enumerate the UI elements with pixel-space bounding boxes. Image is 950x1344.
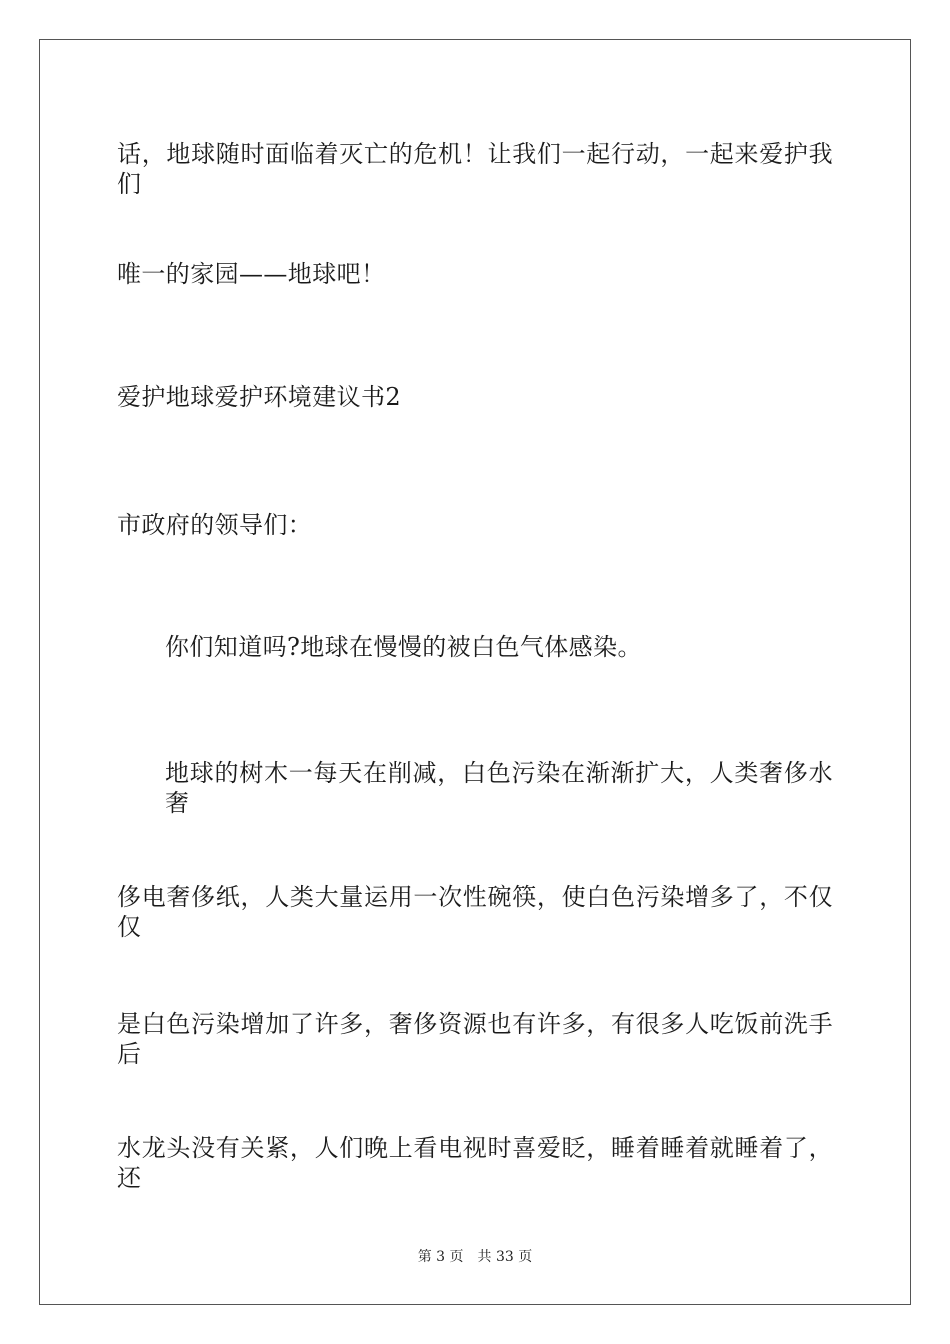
paragraph-2-line-3: 是白色污染增加了许多，奢侈资源也有许多，有很多人吃饭前洗手后	[117, 1010, 833, 1068]
salutation: 市政府的领导们：	[117, 511, 313, 539]
text-line-1: 话，地球随时面临着灭亡的危机！让我们一起行动，一起来爱护我们	[117, 140, 833, 198]
paragraph-2-line-2: 侈电奢侈纸，人类大量运用一次性碗筷，使白色污染增多了，不仅仅	[117, 883, 833, 941]
page-footer	[0, 1248, 950, 1266]
paragraph-1-line-1: 你们知道吗?地球在慢慢的被白色气体感染。	[165, 633, 642, 661]
text-line-2: 唯一的家园——地球吧！	[117, 260, 386, 288]
paragraph-2-line-1: 地球的树木一每天在削减，白色污染在渐渐扩大，人类奢侈水奢	[165, 759, 833, 817]
section-heading: 爱护地球爱护环境建议书2	[117, 383, 402, 411]
paragraph-2-line-4: 水龙头没有关紧，人们晚上看电视时喜爱眨，睡着睡着就睡着了，还	[117, 1134, 833, 1192]
page-total: 共 33 页	[477, 1249, 533, 1265]
page-number: 第 3 页	[417, 1249, 464, 1265]
page-frame	[39, 39, 911, 1305]
